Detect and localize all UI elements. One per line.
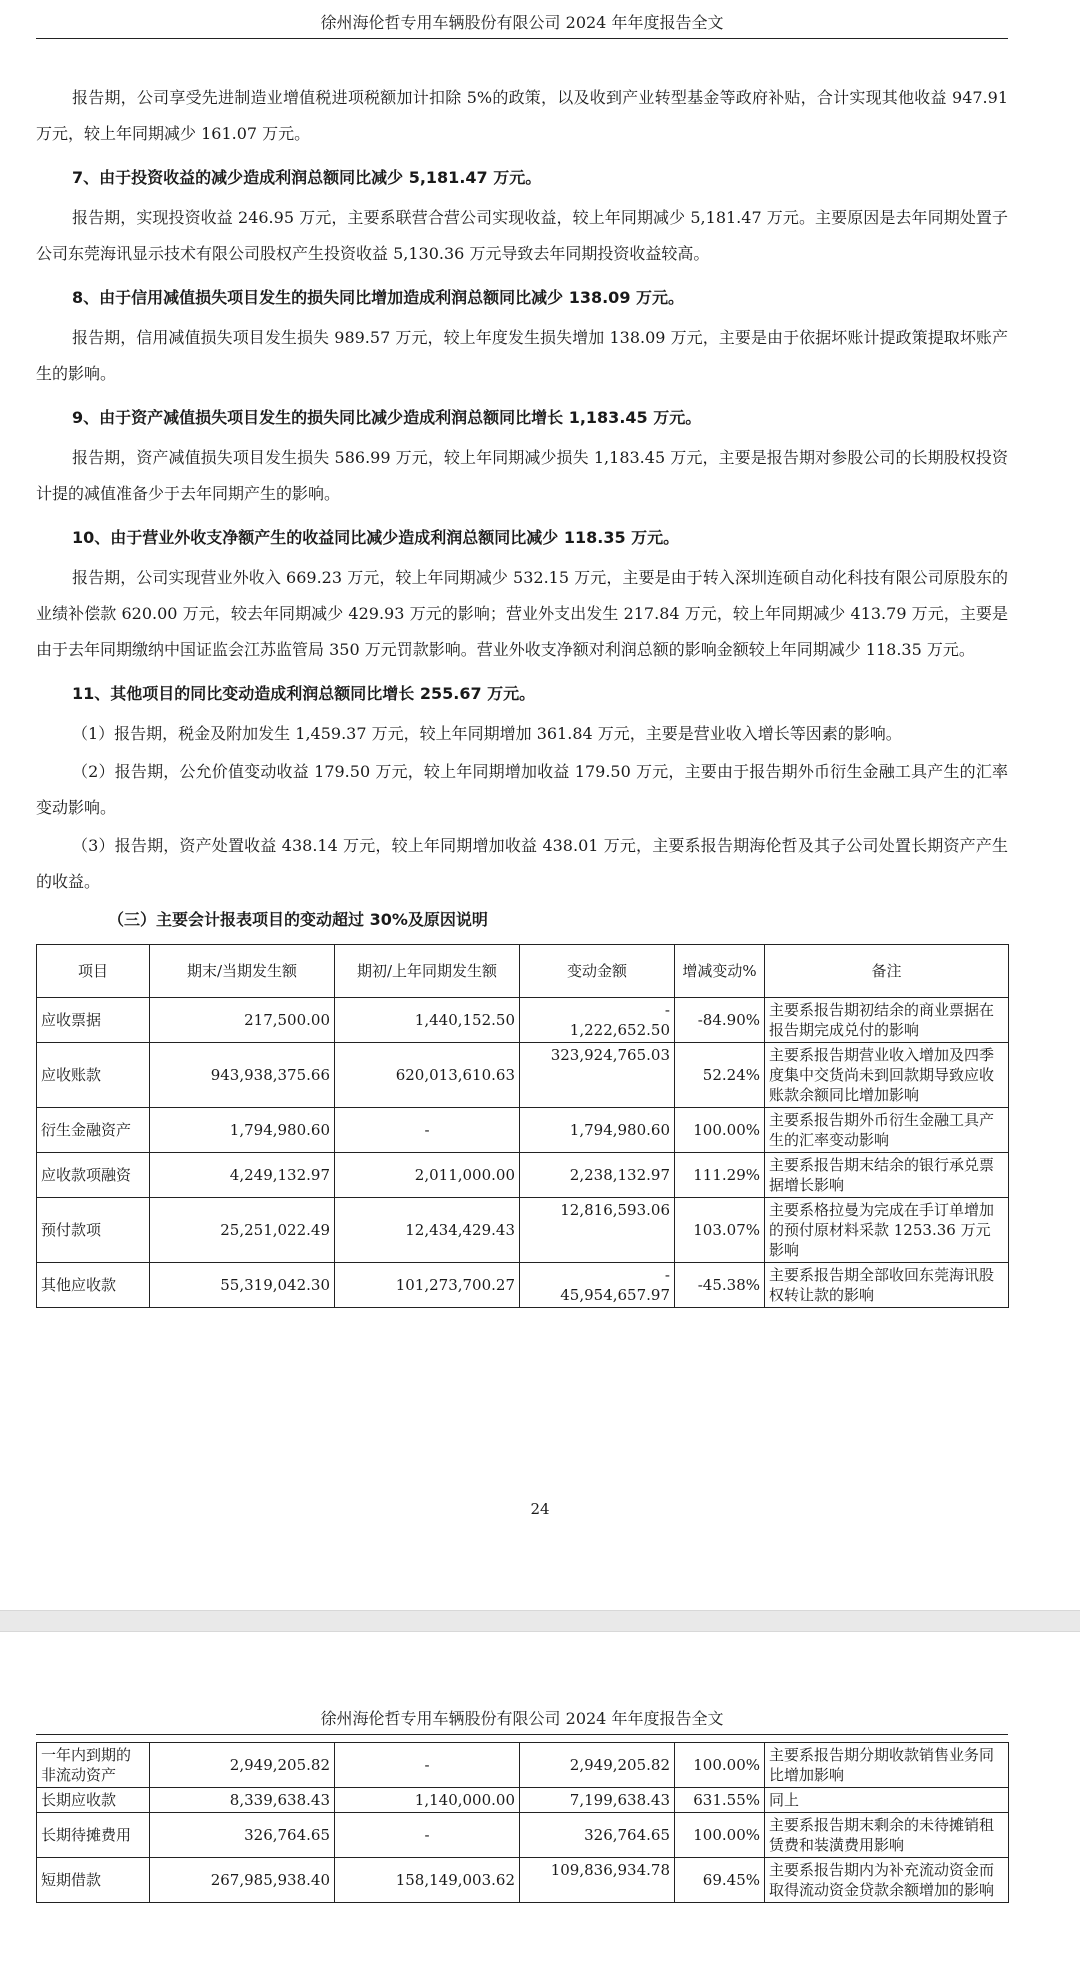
paragraph-asset-impairment: 报告期，资产减值损失项目发生损失 586.99 万元，较上年同期减少损失 1,183.45 万元，主要是报告期对参股公司的长期股权投资计提的减值准备少于去年同期产生的影响。 [36,448,1008,503]
cell-change: 1,794,980.60 [520,1108,675,1153]
cell-prior: 12,434,429.43 [335,1198,520,1263]
cell-current: 2,949,205.82 [150,1743,335,1788]
heading-asset-impairment: 9、由于资产减值损失项目发生的损失同比减少造成利润总额同比增长 1,183.45 万元。 [72,408,702,427]
heading-credit-impairment: 8、由于信用减值损失项目发生的损失同比增加造成利润总额同比减少 138.09 万元。 [72,288,685,307]
paragraph-investment-income: 报告期，实现投资收益 246.95 万元，主要系联营合营公司实现收益，较上年同期减少 5,181.47 万元。主要原因是去年同期处置子公司东莞海讯显示技术有限公司股权产生投资收益 5,130.36 万元导致去年同期投资收益较高。 [36,208,1008,263]
table-row [37,1198,1009,1263]
heading-other-items: 11、其他项目的同比变动造成利润总额同比增长 255.67 万元。 [72,684,536,703]
cell-pct: 100.00% [675,1108,765,1153]
cell-current: 8,339,638.43 [150,1788,335,1813]
cell-item: 长期应收款 [37,1788,150,1813]
cell-change: 12,816,593.06 [520,1198,675,1263]
cell-current: 326,764.65 [150,1813,335,1858]
cell-pct: 111.29% [675,1153,765,1198]
cell-pct: 52.24% [675,1043,765,1108]
major-changes-table-continued [36,1742,1009,1903]
cell-note: 主要系报告期末剩余的未待摊销租赁费和装潢费用影响 [765,1813,1009,1858]
header-pct: 增减变动% [675,945,765,998]
cell-current: 1,794,980.60 [150,1108,335,1153]
cell-pct: -45.38% [675,1263,765,1308]
cell-change [520,1263,675,1308]
table-header-row [37,945,1009,998]
cell-prior: 1,140,000.00 [335,1788,520,1813]
table-row [37,1858,1009,1903]
cell-pct: 100.00% [675,1813,765,1858]
header-prior: 期初/上年同期发生额 [335,945,520,998]
cell-current: 943,938,375.66 [150,1043,335,1108]
cell-prior: 620,013,610.63 [335,1043,520,1108]
cell-current: 55,319,042.30 [150,1263,335,1308]
cell-prior: 1,440,152.50 [335,998,520,1043]
page-header: 徐州海伦哲专用车辆股份有限公司 2024 年年度报告全文 [36,10,1008,39]
report-page-25 [0,1632,1080,1979]
paragraph-fair-value: （2）报告期，公允价值变动收益 179.50 万元，较上年同期增加收益 179.50 万元，主要由于报告期外币衍生金融工具产生的汇率变动影响。 [36,762,1008,817]
heading-non-operating: 10、由于营业外收支净额产生的收益同比减少造成利润总额同比减少 118.35 万元。 [72,528,680,547]
paragraph-non-operating: 报告期，公司实现营业外收入 669.23 万元，较上年同期减少 532.15 万元，主要是由于转入深圳连硕自动化科技有限公司原股东的业绩补偿款 620.00 万元，较去年同期减少 429.93 万元的影响；营业外支出发生 217.84 万元，较上年同期减少 413.79 万元，主要是由于去年同期缴纳中国证监会江苏监管局 350 万元罚款影响。营业外收支净额对利润总额的影响金额较上年同期减少 118.35 万元。 [36,568,1008,659]
cell-item: 应收款项融资 [37,1153,150,1198]
header-note: 备注 [765,945,1009,998]
cell-item: 短期借款 [37,1858,150,1903]
cell-pct: 103.07% [675,1198,765,1263]
cell-change: 323,924,765.03 [520,1043,675,1108]
change-sign: - [664,1266,670,1284]
cell-item: 应收账款 [37,1043,150,1108]
cell-change: 326,764.65 [520,1813,675,1858]
cell-current: 217,500.00 [150,998,335,1043]
cell-item: 衍生金融资产 [37,1108,150,1153]
cell-note: 主要系报告期营业收入增加及四季度集中交货尚未到回款期导致应收账款余额同比增加影响 [765,1043,1009,1108]
cell-item: 应收票据 [37,998,150,1043]
table-row [37,998,1009,1043]
table-row [37,1813,1009,1858]
paragraph-taxes: （1）报告期，税金及附加发生 1,459.37 万元，较上年同期增加 361.84 万元，主要是营业收入增长等因素的影响。 [72,724,902,743]
heading-investment-income: 7、由于投资收益的减少造成利润总额同比减少 5,181.47 万元。 [72,168,542,187]
change-value: 45,954,657.97 [560,1286,670,1304]
paragraph-other-income: 报告期，公司享受先进制造业增值税进项税额加计扣除 5%的政策，以及收到产业转型基金等政府补贴，合计实现其他收益 947.91 万元，较上年同期减少 161.07 万元。 [36,88,1008,143]
cell-change: 2,238,132.97 [520,1153,675,1198]
cell-change: 2,949,205.82 [520,1743,675,1788]
major-changes-table [36,944,1009,1308]
cell-prior: - [335,1108,520,1153]
change-value: 1,222,652.50 [569,1021,670,1039]
header-item: 项目 [37,945,150,998]
cell-pct: 69.45% [675,1858,765,1903]
cell-note: 主要系格拉曼为完成在手订单增加的预付原材料采款 1253.36 万元影响 [765,1198,1009,1263]
cell-pct: 100.00% [675,1743,765,1788]
cell-change: 7,199,638.43 [520,1788,675,1813]
cell-change: 109,836,934.78 [520,1858,675,1903]
cell-prior: - [335,1813,520,1858]
cell-prior: - [335,1743,520,1788]
cell-note: 主要系报告期初结余的商业票据在报告期完成兑付的影响 [765,998,1009,1043]
header-change: 变动金额 [520,945,675,998]
page-separator [0,1610,1080,1632]
page-body [36,80,1008,1308]
paragraph-credit-impairment: 报告期，信用减值损失项目发生损失 989.57 万元，较上年度发生损失增加 138.09 万元，主要是由于依据坏账计提政策提取坏账产生的影响。 [36,328,1008,383]
section-title-major-changes: （三）主要会计报表项目的变动超过 30%及原因说明 [108,910,488,929]
table-continuation [36,1742,1008,1903]
cell-current: 25,251,022.49 [150,1198,335,1263]
cell-note: 主要系报告期分期收款销售业务同比增加影响 [765,1743,1009,1788]
table-row [37,1043,1009,1108]
cell-note: 主要系报告期末结余的银行承兑票据增长影响 [765,1153,1009,1198]
cell-item: 预付款项 [37,1198,150,1263]
cell-prior: 101,273,700.27 [335,1263,520,1308]
cell-current: 267,985,938.40 [150,1858,335,1903]
cell-note: 同上 [765,1788,1009,1813]
page-header: 徐州海伦哲专用车辆股份有限公司 2024 年年度报告全文 [36,1706,1008,1735]
table-row [37,1263,1009,1308]
cell-current: 4,249,132.97 [150,1153,335,1198]
table-row [37,1788,1009,1813]
cell-change [520,998,675,1043]
cell-prior: 158,149,003.62 [335,1858,520,1903]
cell-note: 主要系报告期全部收回东莞海讯股权转让款的影响 [765,1263,1009,1308]
table-row [37,1743,1009,1788]
cell-item: 一年内到期的非流动资产 [37,1743,150,1788]
cell-item: 长期待摊费用 [37,1813,150,1858]
header-current: 期末/当期发生额 [150,945,335,998]
cell-item: 其他应收款 [37,1263,150,1308]
cell-pct: -84.90% [675,998,765,1043]
page-number: 24 [530,1500,550,1518]
change-sign: - [664,1001,670,1019]
table-row [37,1153,1009,1198]
paragraph-asset-disposal: （3）报告期，资产处置收益 438.14 万元，较上年同期增加收益 438.01 万元，主要系报告期海伦哲及其子公司处置长期资产产生的收益。 [36,836,1008,891]
cell-note: 主要系报告期外币衍生金融工具产生的汇率变动影响 [765,1108,1009,1153]
cell-prior: 2,011,000.00 [335,1153,520,1198]
cell-pct: 631.55% [675,1788,765,1813]
cell-note: 主要系报告期内为补充流动资金而取得流动资金贷款余额增加的影响 [765,1858,1009,1903]
table-row [37,1108,1009,1153]
